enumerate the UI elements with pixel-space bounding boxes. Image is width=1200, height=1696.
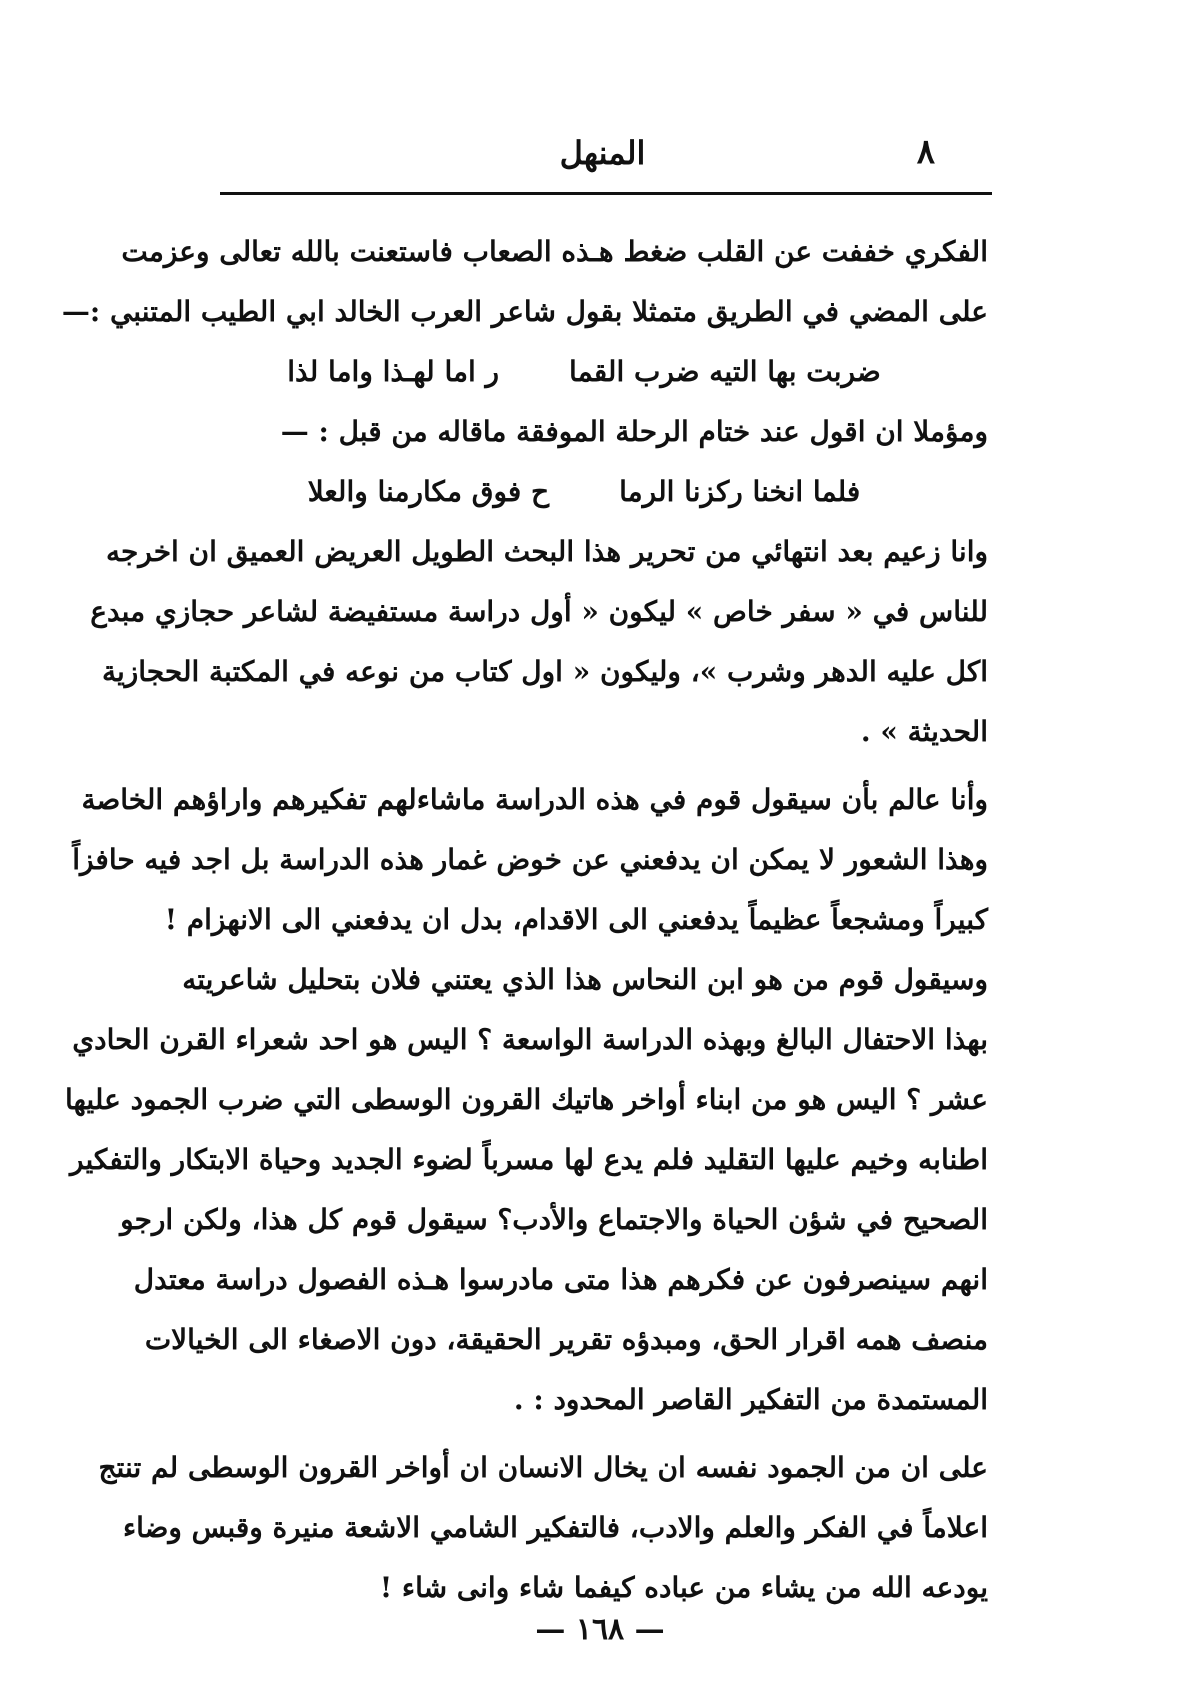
text-line: اعلاماً في الفكر والعلم والادب، فالتفكير الشامي الاشعة منيرة وقبس وضاء <box>122 1511 988 1544</box>
text-line: الحديثة » . <box>860 715 988 748</box>
text-line: الفكري خففت عن القلب ضغط هـذه الصعاب فاستعنت بالله تعالى وعزمت <box>121 235 988 268</box>
text-line: بهذا الاحتفال البالغ وبهذه الدراسة الواسعة ؟ اليس هو احد شعراء القرن الحادي <box>72 1023 988 1056</box>
text-line: وسيقول قوم من هو ابن النحاس هذا الذي يعتني فلان بتحليل شاعريته <box>182 963 988 996</box>
footer-page-number: — ١٦٨ — <box>535 1612 665 1647</box>
text-line: وهذا الشعور لا يمكن ان يدفعني عن خوض غمار هذه الدراسة بل اجد فيه حافزاً <box>72 843 988 876</box>
text-line: اطنابه وخيم عليها التقليد فلم يدع لها مسرباً لضوء الجديد وحياة الابتكار والتفكير <box>70 1143 988 1176</box>
verse-line <box>220 462 988 522</box>
text-line: ومؤملا ان اقول عند ختام الرحلة الموفقة ماقاله من قبل : — <box>280 415 988 448</box>
text-line: يودعه الله من يشاء من عباده كيفما شاء وانى شاء ! <box>379 1571 988 1604</box>
verse-second-hemistich: ر اما لهـذا واما لذا <box>287 355 500 388</box>
verse-first-hemistich: فلما انخنا ركزنا الرما <box>619 475 861 508</box>
verse-line <box>220 342 988 402</box>
body-text <box>61 222 988 1618</box>
text-line: عشر ؟ اليس هو من ابناء أواخر هاتيك القرون الوسطى التي ضرب الجمود عليها <box>64 1083 988 1116</box>
text-line: انهم سينصرفون عن فكرهم هذا متى مادرسوا هـذه الفصول دراسة معتدل <box>133 1263 988 1296</box>
header-rule <box>220 192 992 195</box>
text-line: كبيراً ومشجعاً عظيماً يدفعني الى الاقدام، بدل ان يدفعني الى الانهزام ! <box>164 903 988 936</box>
text-line: منصف همه اقرار الحق، ومبدؤه تقرير الحقيقة، دون الاصغاء الى الخيالات <box>144 1323 988 1356</box>
verse-second-hemistich: ح فوق مكارمنا والعلا <box>307 475 550 508</box>
header-page-number: ٨ <box>916 132 935 172</box>
text-line: على ان من الجمود نفسه ان يخال الانسان ان أواخر القرون الوسطى لم تنتج <box>98 1451 988 1484</box>
page-header <box>215 132 990 172</box>
text-line: على المضي في الطريق متمثلا بقول شاعر العرب الخالد ابي الطيب المتنبي :— <box>61 295 988 328</box>
text-line: للناس في « سفر خاص » ليكون « أول دراسة مستفيضة لشاعر حجازي مبدع <box>90 595 988 628</box>
text-line: المستمدة من التفكير القاصر المحدود : . <box>513 1383 988 1416</box>
text-line: اكل عليه الدهر وشرب »، وليكون « اول كتاب من نوعه في المكتبة الحجازية <box>101 655 988 688</box>
text-line: وانا زعيم بعد انتهائي من تحرير هذا البحث الطويل العريض العميق ان اخرجه <box>105 535 988 568</box>
verse-first-hemistich: ضربت بها التيه ضرب القما <box>569 355 881 388</box>
running-title: المنهل <box>559 134 646 172</box>
text-line: وأنا عالم بأن سيقول قوم في هذه الدراسة ماشاءلهم تفكيرهم واراؤهم الخاصة <box>81 783 988 816</box>
text-line: الصحيح في شؤن الحياة والاجتماع والأدب؟ سيقول قوم كل هذا، ولكن ارجو <box>120 1203 988 1236</box>
